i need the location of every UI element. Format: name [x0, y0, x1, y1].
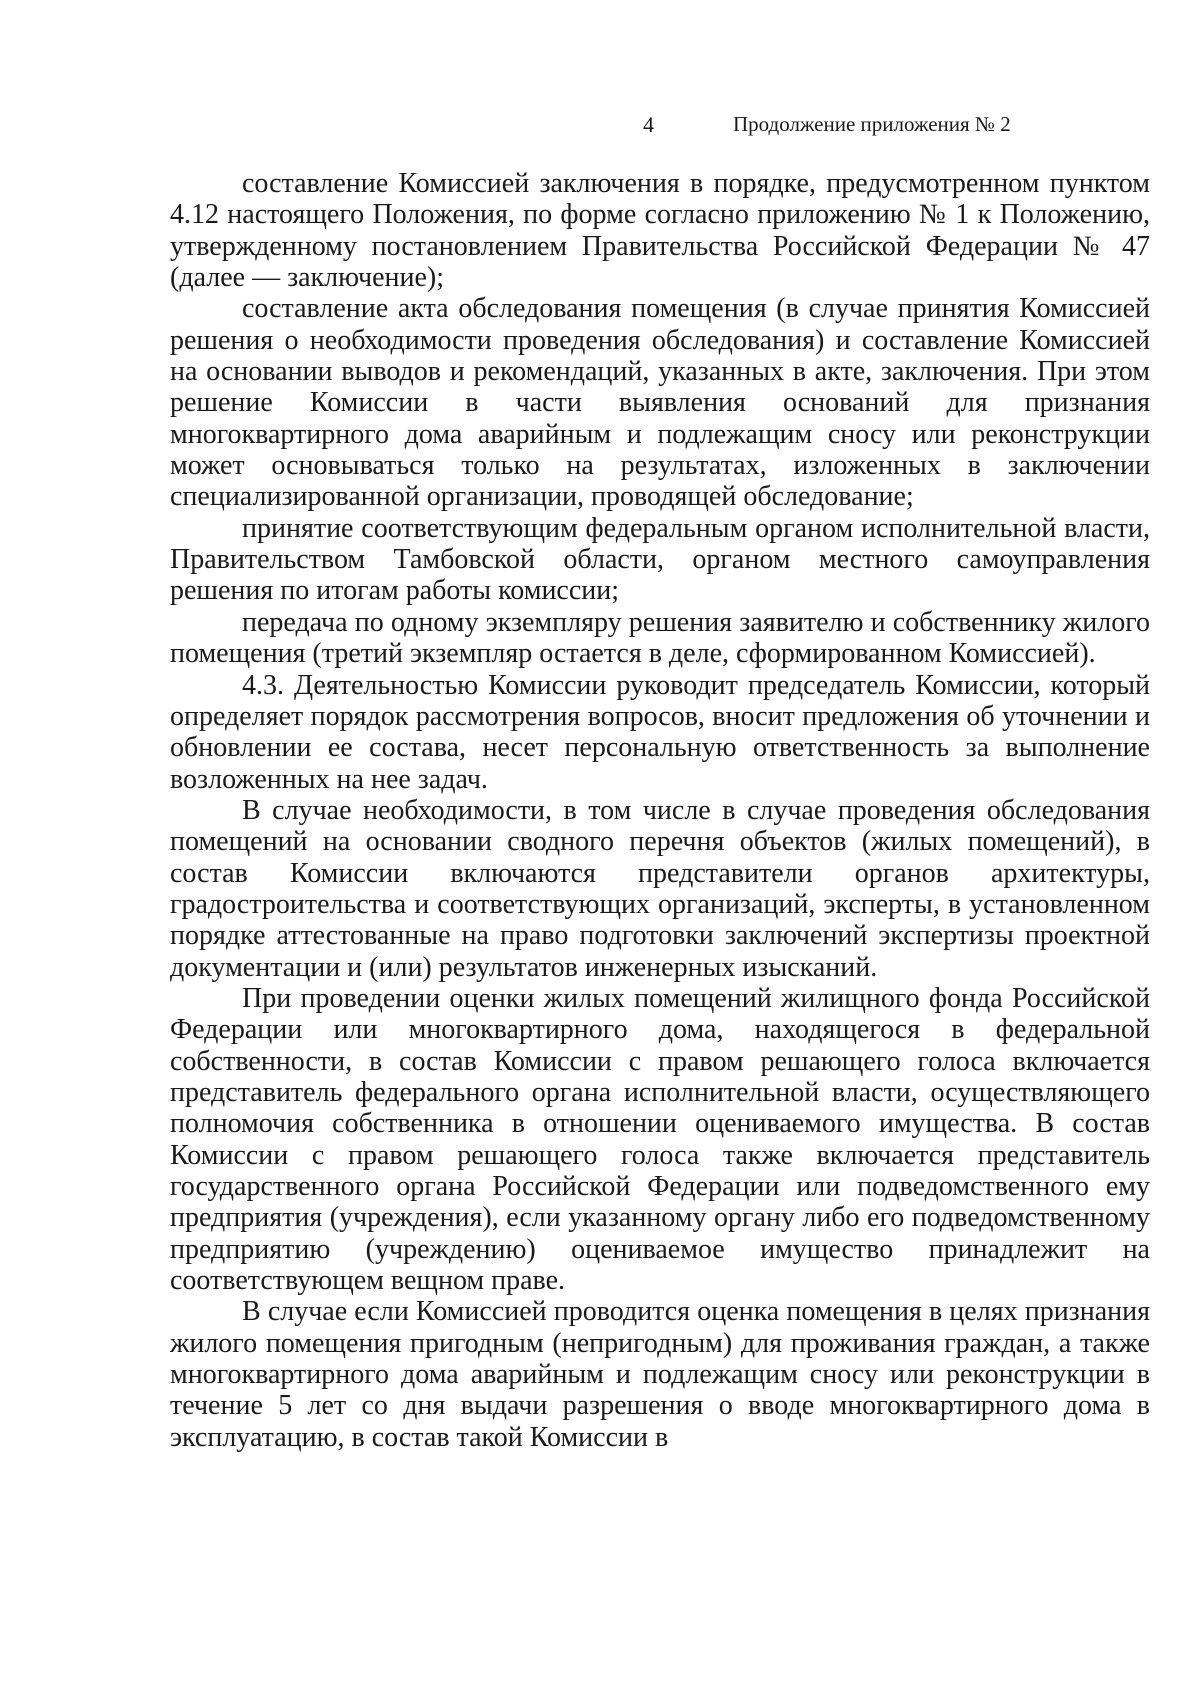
page-header [0, 112, 1200, 144]
paragraph: При проведении оценки жилых помещений жилищного фонда Российской Федерации или многоквартирного дома, находящегося в федеральной собственности, в состав Комиссии с правом решающего голоса включается представитель федерального органа исполнительной власти, осуществляющего полномочия собственника в отношении оцениваемого имущества. В состав Комиссии с правом решающего голоса также включается представитель государственного органа Российской Федерации или подведомственного ему предприятия (учреждения), если указанному органу либо его подведомственному предприятию (учреждению) оцениваемое имущество принадлежит на соответствующем вещном праве. [170, 982, 1150, 1297]
paragraph: передача по одному экземпляру решения заявителю и собственнику жилого помещения (третий экземпляр остается в деле, сформированном Комиссией). [170, 606, 1150, 670]
page-number: 4 [643, 112, 654, 137]
paragraph: составление Комиссией заключения в порядке, предусмотренном пунктом 4.12 настоящего Положения, по форме согласно приложению № 1 к Положению, утвержденному постановлением Правительства Российской Федерации № 47 (далее — заключение); [170, 168, 1150, 294]
document-body [170, 168, 1150, 1453]
appendix-continuation-label: Продолжение приложения № 2 [733, 112, 1011, 136]
paragraph: составление акта обследования помещения (в случае принятия Комиссией решения о необходимости проведения обследования) и составление Комиссией на основании выводов и рекомендаций, указанных в акте, заключения. При этом решение Комиссии в части выявления оснований для признания многоквартирного дома аварийным и подлежащим сносу или реконструкции может основываться только на результатах, изложенных в заключении специализированной организации, проводящей обследование; [170, 293, 1150, 513]
paragraph: В случае если Комиссией проводится оценка помещения в целях признания жилого помещения пригодным (непригодным) для проживания граждан, а также многоквартирного дома аварийным и подлежащим сносу или реконструкции в течение 5 лет со дня выдачи разрешения о вводе многоквартирного дома в эксплуатацию, в состав такой Комиссии в [170, 1296, 1150, 1453]
paragraph: В случае необходимости, в том числе в случае проведения обследования помещений на основании сводного перечня объектов (жилых помещений), в состав Комиссии включаются представители органов архитектуры, градостроительства и соответствующих организаций, эксперты, в установленном порядке аттестованные на право подготовки заключений экспертизы проектной документации и (или) результатов инженерных изысканий. [170, 794, 1150, 983]
paragraph: принятие соответствующим федеральным органом исполнительной власти, Правительством Тамбовской области, органом местного самоуправления решения по итогам работы комиссии; [170, 512, 1150, 607]
paragraph: 4.3. Деятельностью Комиссии руководит председатель Комиссии, который определяет порядок рассмотрения вопросов, вносит предложения об уточнении и обновлении ее состава, несет персональную ответственность за выполнение возложенных на нее задач. [170, 669, 1150, 795]
